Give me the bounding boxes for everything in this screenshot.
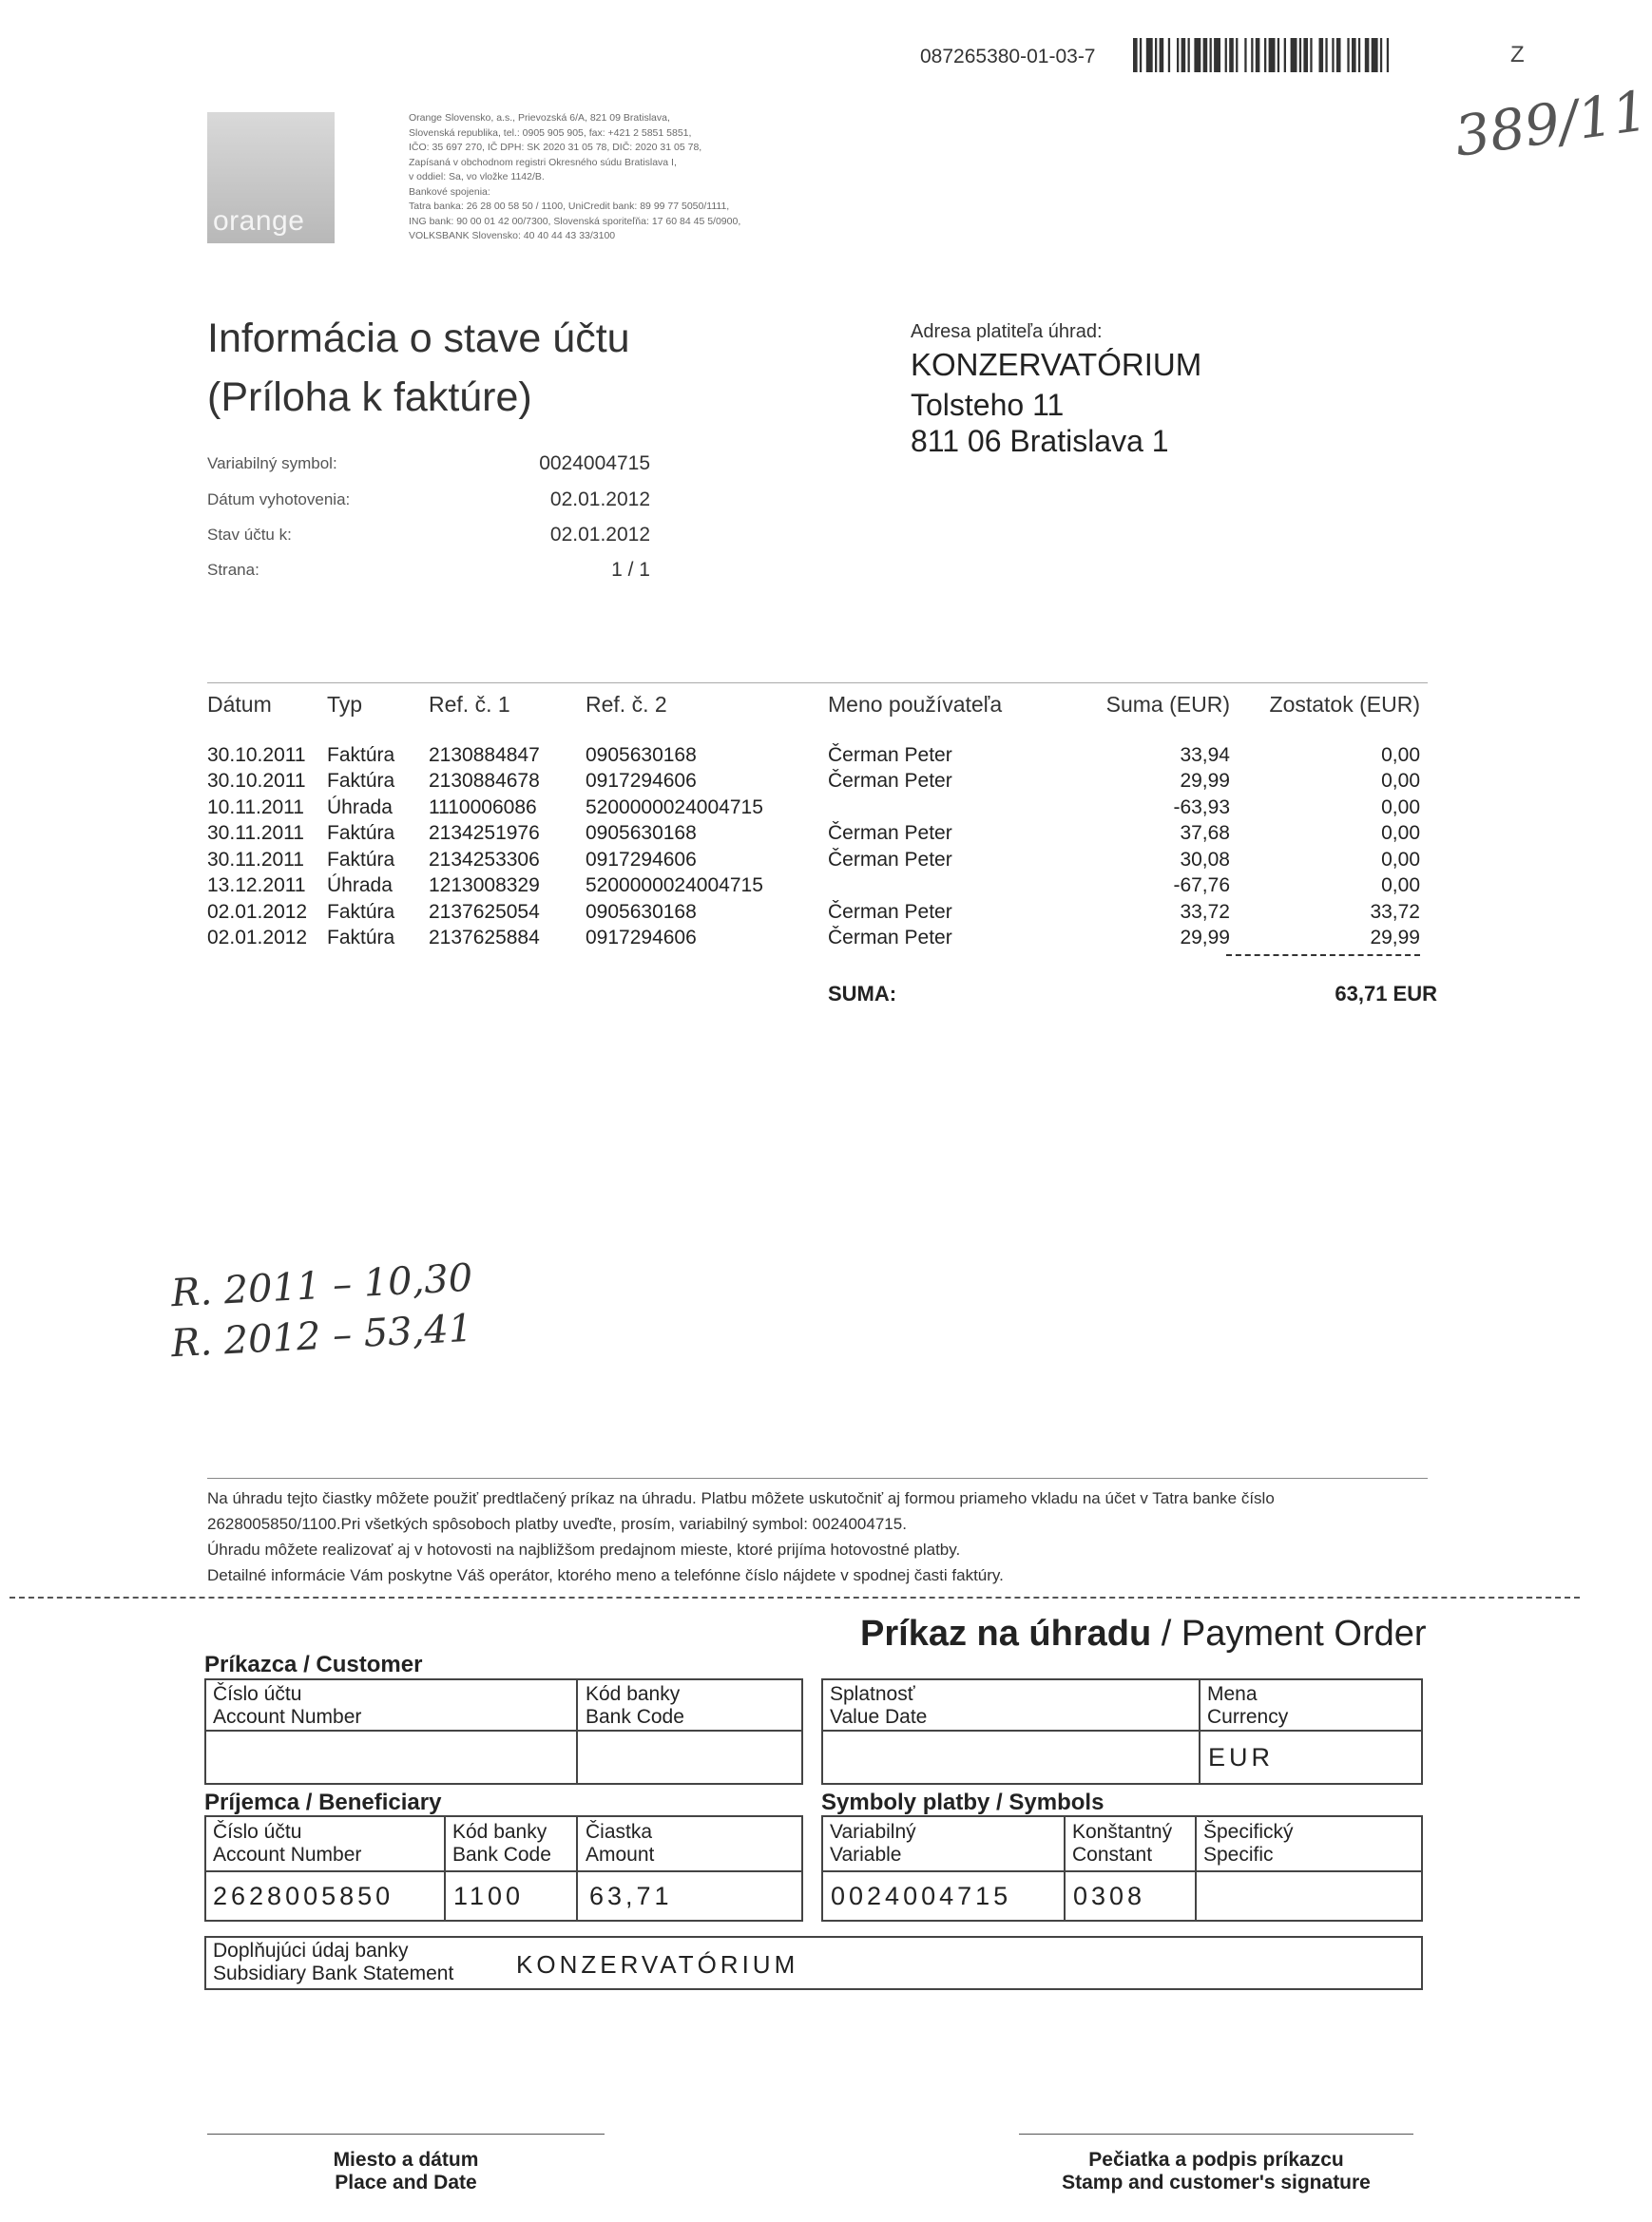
- cell-date: 30.11.2011: [207, 822, 304, 844]
- barcode-bar: [1310, 38, 1312, 72]
- payer-street: Tolsteho 11: [911, 388, 1065, 422]
- barcode-bar: [1177, 38, 1179, 72]
- cell-type: Úhrada: [327, 796, 393, 818]
- caption-sk: Čiastka: [586, 1821, 653, 1843]
- symbols-section-title: Symboly platby / Symbols: [821, 1790, 1105, 1815]
- meta-label-issue-date: Dátum vyhotovenia:: [207, 490, 351, 508]
- cell-ref2: 0917294606: [586, 770, 697, 792]
- cell-sum: 33,72: [1180, 901, 1230, 923]
- company-info-line: IČO: 35 697 270, IČ DPH: SK 2020 31 05 78, DIČ: 2020 31 05 78,: [409, 142, 702, 153]
- constant-symbol-value: 0308: [1073, 1882, 1146, 1910]
- table-row: [0, 849, 1589, 874]
- barcode-bar: [1210, 38, 1212, 72]
- cell-balance: 0,00: [1381, 849, 1420, 871]
- cell-ref1: 2130884847: [429, 744, 540, 766]
- barcode-bar: [1380, 38, 1382, 72]
- barcode-bar: [1146, 38, 1153, 72]
- symbols-box-rule: [821, 1870, 1423, 1872]
- caption-sk: Doplňujúci údaj banky: [213, 1940, 409, 1962]
- beneficiary-box-divider-2: [576, 1815, 578, 1922]
- caption-sk: Špecifický: [1203, 1821, 1294, 1843]
- barcode-bar: [1251, 38, 1253, 72]
- barcode-bar: [1325, 38, 1327, 72]
- beneficiary-section-title: Príjemca / Beneficiary: [204, 1790, 442, 1815]
- cell-user: Čerman Peter: [828, 744, 952, 766]
- beneficiary-bank-code-value: 1100: [453, 1882, 525, 1910]
- constant-symbol-caption: [1072, 1821, 1172, 1867]
- barcode-bar: [1181, 38, 1186, 72]
- caption-sk: Miesto a dátum: [333, 2149, 479, 2171]
- logo-text: orange: [213, 205, 305, 237]
- barcode-bar: [1160, 38, 1164, 72]
- beneficiary-bank-code-caption: [452, 1821, 551, 1867]
- barcode-bar: [1291, 38, 1297, 72]
- cell-ref1: 1213008329: [429, 874, 540, 896]
- company-info-line: Zapísaná v obchodnom registri Okresného súdu Bratislava I,: [409, 156, 677, 168]
- barcode-bar: [1303, 38, 1308, 72]
- cell-ref2: 0917294606: [586, 849, 697, 871]
- payment-order-title-rest: / Payment Order: [1151, 1614, 1427, 1654]
- cell-type: Faktúra: [327, 849, 395, 871]
- barcode-bar: [1133, 38, 1138, 72]
- barcode-bar: [1387, 38, 1389, 72]
- notes-line: 2628005850/1100.Pri všetkých spôsoboch platby uveďte, prosím, variabilný symbol: 0024004715.: [207, 1515, 907, 1533]
- cell-ref1: 2134251976: [429, 822, 540, 844]
- variable-symbol-value: 0024004715: [831, 1882, 1012, 1910]
- value-date-box-rule: [821, 1730, 1423, 1732]
- table-row: [0, 770, 1589, 795]
- signature-line: [1019, 2134, 1413, 2135]
- cell-balance: 0,00: [1381, 744, 1420, 766]
- document-title: [207, 309, 630, 427]
- cell-ref2: 5200000024004715: [586, 874, 763, 896]
- cell-type: Faktúra: [327, 822, 395, 844]
- table-row: [0, 874, 1589, 900]
- barcode-bar: [1194, 38, 1201, 72]
- barcode-bar: [1277, 38, 1279, 72]
- customer-account-caption: [213, 1683, 361, 1729]
- column-header-balance: Zostatok (EUR): [1269, 692, 1420, 717]
- cell-ref1: 2130884678: [429, 770, 540, 792]
- column-header-ref1: Ref. č. 1: [429, 692, 510, 717]
- corner-mark: Z: [1510, 42, 1525, 67]
- handwritten-note: R. 2011 – 10,30: [170, 1255, 474, 1316]
- payer-city: 811 06 Bratislava 1: [911, 424, 1169, 458]
- cell-sum: 29,99: [1180, 770, 1230, 792]
- caption-en: Subsidiary Bank Statement: [213, 1963, 454, 1984]
- cell-ref1: 2137625884: [429, 927, 540, 948]
- cell-user: Čerman Peter: [828, 822, 952, 844]
- meta-value-balance-date: 02.01.2012: [549, 524, 650, 546]
- barcode-bar: [1264, 38, 1266, 72]
- cell-ref2: 0905630168: [586, 744, 697, 766]
- cell-ref2: 0917294606: [586, 927, 697, 948]
- caption-sk: Splatnosť: [830, 1683, 915, 1705]
- caption-sk: Kód banky: [452, 1821, 547, 1843]
- cell-balance: 0,00: [1381, 822, 1420, 844]
- caption-en: Amount: [586, 1844, 655, 1866]
- symbols-box-divider-1: [1064, 1815, 1066, 1922]
- cell-date: 30.10.2011: [207, 770, 306, 792]
- barcode-bar: [1372, 38, 1378, 72]
- company-info-line: Bankové spojenia:: [409, 185, 490, 198]
- payer-name: KONZERVATÓRIUM: [911, 347, 1202, 382]
- meta-value-page: 1 / 1: [611, 559, 650, 581]
- customer-box-rule: [204, 1730, 803, 1732]
- cell-user: Čerman Peter: [828, 849, 952, 871]
- sum-divider: [1226, 954, 1420, 956]
- meta-label-page: Strana:: [207, 561, 259, 579]
- caption-en: Variable: [830, 1844, 902, 1866]
- table-row: [0, 927, 1589, 952]
- barcode-bar: [1188, 38, 1190, 72]
- cell-sum: 29,99: [1180, 927, 1230, 948]
- place-date-caption: [207, 2149, 605, 2194]
- payer-label: Adresa platiteľa úhrad:: [911, 321, 1103, 342]
- beneficiary-box-divider-1: [444, 1815, 446, 1922]
- barcode-bar: [1244, 38, 1246, 72]
- cell-date: 10.11.2011: [207, 796, 304, 818]
- company-info-line: Tatra banka: 26 28 00 58 50 / 1100, UniCredit bank: 89 99 77 5050/1111,: [409, 201, 730, 212]
- barcode-bar: [1332, 38, 1334, 72]
- column-header-sum: Suma (EUR): [1105, 692, 1230, 717]
- beneficiary-account-caption: [213, 1821, 361, 1867]
- payment-order-title-bold: Príkaz na úhradu: [860, 1614, 1152, 1654]
- cell-user: Čerman Peter: [828, 927, 952, 948]
- caption-sk: Konštantný: [1072, 1821, 1173, 1843]
- caption-sk: Pečiatka a podpis príkazcu: [1088, 2149, 1344, 2171]
- table-row: [0, 744, 1589, 770]
- currency-value: EUR: [1208, 1743, 1275, 1772]
- cell-balance: 33,72: [1370, 901, 1420, 923]
- barcode-bar: [1336, 38, 1341, 72]
- barcode-bar: [1256, 38, 1260, 72]
- value-date-box-divider: [1199, 1678, 1201, 1785]
- beneficiary-box-rule: [204, 1870, 803, 1872]
- cell-date: 30.10.2011: [207, 744, 306, 766]
- cell-balance: 0,00: [1381, 770, 1420, 792]
- barcode-bar: [1358, 38, 1360, 72]
- notes-line: Úhradu môžete realizovať aj v hotovosti na najbližšom predajnom mieste, ktoré prijíma hotovostné platby.: [207, 1541, 961, 1559]
- cell-user: Čerman Peter: [828, 901, 952, 923]
- cell-balance: 0,00: [1381, 796, 1420, 818]
- specific-symbol-caption: [1203, 1821, 1294, 1867]
- amount-caption: [586, 1821, 654, 1867]
- barcode-bar: [1236, 38, 1238, 72]
- caption-en: Constant: [1072, 1844, 1153, 1866]
- caption-en: Account Number: [213, 1706, 362, 1728]
- payment-order-title: [860, 1614, 1427, 1655]
- cell-ref1: 1110006086: [429, 796, 537, 818]
- handwritten-note: R. 2012 – 53,41: [170, 1306, 474, 1367]
- barcode-bar: [1155, 38, 1157, 72]
- table-row: [0, 901, 1589, 927]
- notes-line: Na úhradu tejto čiastky môžete použiť predtlačený príkaz na úhradu. Platbu môžete uskutočniť aj formou priameho vkladu na účet v Tatra banke číslo: [207, 1489, 1275, 1507]
- caption-en: Specific: [1203, 1844, 1274, 1866]
- currency-caption: [1207, 1683, 1288, 1729]
- caption-en: Bank Code: [586, 1706, 684, 1728]
- caption-sk: Mena: [1207, 1683, 1258, 1705]
- company-info-line: Slovenská republika, tel.: 0905 905 905, fax: +421 2 5851 5851,: [409, 126, 692, 139]
- cell-type: Faktúra: [327, 901, 395, 923]
- cell-type: Faktúra: [327, 744, 395, 766]
- cell-sum: 37,68: [1180, 822, 1230, 844]
- barcode-bar: [1284, 38, 1286, 72]
- barcode-bar: [1269, 38, 1276, 72]
- cell-balance: 0,00: [1381, 874, 1420, 896]
- barcode-bar: [1319, 38, 1324, 72]
- title-line-2: (Príloha k faktúre): [207, 374, 532, 420]
- caption-sk: Kód banky: [586, 1683, 681, 1705]
- handwritten-reference: 389/11: [1450, 78, 1652, 169]
- cell-date: 13.12.2011: [207, 874, 306, 896]
- symbols-box-divider-2: [1195, 1815, 1197, 1922]
- company-info: [409, 111, 855, 244]
- sum-value: 63,71 EUR: [1335, 982, 1437, 1006]
- table-row: [0, 796, 1589, 822]
- notes-rule: [207, 1478, 1428, 1479]
- customer-section-title: Príkazca / Customer: [204, 1652, 423, 1677]
- barcode-bar: [1140, 38, 1142, 72]
- cell-date: 02.01.2012: [207, 927, 308, 948]
- column-header-user: Meno používateľa: [828, 692, 1003, 717]
- caption-en: Stamp and customer's signature: [1062, 2172, 1371, 2193]
- meta-value-variable-symbol: 0024004715: [539, 452, 650, 474]
- cell-ref2: 0905630168: [586, 901, 697, 923]
- caption-sk: Číslo účtu: [213, 1683, 302, 1705]
- company-info-line: v oddiel: Sa, vo vložke 1142/B.: [409, 171, 545, 182]
- payment-notes: [207, 1485, 1443, 1588]
- meta-label-balance-date: Stav účtu k:: [207, 526, 292, 544]
- cell-balance: 29,99: [1370, 927, 1420, 948]
- cell-ref1: 2137625054: [429, 901, 540, 923]
- document-code: 087265380-01-03-7: [920, 46, 1096, 67]
- cut-line: [10, 1597, 1580, 1599]
- customer-bank-code-caption: [586, 1683, 684, 1729]
- barcode: [1133, 38, 1466, 72]
- variable-symbol-caption: [830, 1821, 916, 1867]
- company-info-line: ING bank: 90 00 01 42 00/7300, Slovenská sporiteľňa: 17 60 84 45 5/0900,: [409, 215, 741, 227]
- cell-sum: 30,08: [1180, 849, 1230, 871]
- cell-type: Faktúra: [327, 770, 395, 792]
- caption-en: Value Date: [830, 1706, 928, 1728]
- barcode-bar: [1229, 38, 1234, 72]
- notes-line: Detailné informácie Vám poskytne Váš operátor, ktorého meno a telefónne číslo nájdete v spodnej časti faktúry.: [207, 1566, 1004, 1584]
- subsidiary-value: KONZERVATÓRIUM: [516, 1950, 799, 1979]
- caption-en: Currency: [1207, 1706, 1289, 1728]
- caption-sk: Variabilný: [830, 1821, 916, 1843]
- barcode-bar: [1168, 38, 1170, 72]
- cell-date: 02.01.2012: [207, 901, 308, 923]
- cell-date: 30.11.2011: [207, 849, 304, 871]
- column-header-date: Dátum: [207, 692, 272, 717]
- barcode-bar: [1203, 38, 1208, 72]
- subsidiary-caption: [213, 1940, 453, 1985]
- sum-label: SUMA:: [828, 982, 897, 1006]
- cell-ref2: 5200000024004715: [586, 796, 763, 818]
- caption-en: Account Number: [213, 1844, 362, 1866]
- company-info-line: Orange Slovensko, a.s., Prievozská 6/A, 821 09 Bratislava,: [409, 112, 670, 124]
- cell-ref2: 0905630168: [586, 822, 697, 844]
- cell-type: Úhrada: [327, 874, 393, 896]
- barcode-bar: [1347, 38, 1349, 72]
- title-line-1: Informácia o stave účtu: [207, 316, 630, 361]
- customer-box-divider: [576, 1678, 578, 1785]
- table-top-rule: [207, 682, 1428, 683]
- cell-type: Faktúra: [327, 927, 395, 948]
- meta-value-issue-date: 02.01.2012: [549, 488, 650, 510]
- barcode-bar: [1225, 38, 1227, 72]
- value-date-caption: [830, 1683, 927, 1729]
- barcode-bar: [1365, 38, 1370, 72]
- cell-ref1: 2134253306: [429, 849, 540, 871]
- column-header-type: Typ: [327, 692, 363, 717]
- barcode-bar: [1299, 38, 1301, 72]
- meta-label-variable-symbol: Variabilný symbol:: [207, 454, 337, 472]
- column-header-ref2: Ref. č. 2: [586, 692, 667, 717]
- caption-en: Place and Date: [335, 2172, 477, 2193]
- table-row: [0, 822, 1589, 848]
- cell-user: Čerman Peter: [828, 770, 952, 792]
- amount-value: 63,71: [589, 1882, 673, 1910]
- barcode-bar: [1352, 38, 1356, 72]
- caption-en: Bank Code: [452, 1844, 551, 1866]
- cell-sum: -63,93: [1173, 796, 1230, 818]
- signature-caption: [1019, 2149, 1413, 2194]
- beneficiary-account-value: 2628005850: [213, 1882, 394, 1910]
- company-info-line: VOLKSBANK Slovensko: 40 40 44 43 33/3100: [409, 230, 616, 241]
- place-date-line: [207, 2134, 605, 2135]
- barcode-bar: [1214, 38, 1220, 72]
- caption-sk: Číslo účtu: [213, 1821, 302, 1843]
- cell-sum: -67,76: [1173, 874, 1230, 896]
- cell-sum: 33,94: [1180, 744, 1230, 766]
